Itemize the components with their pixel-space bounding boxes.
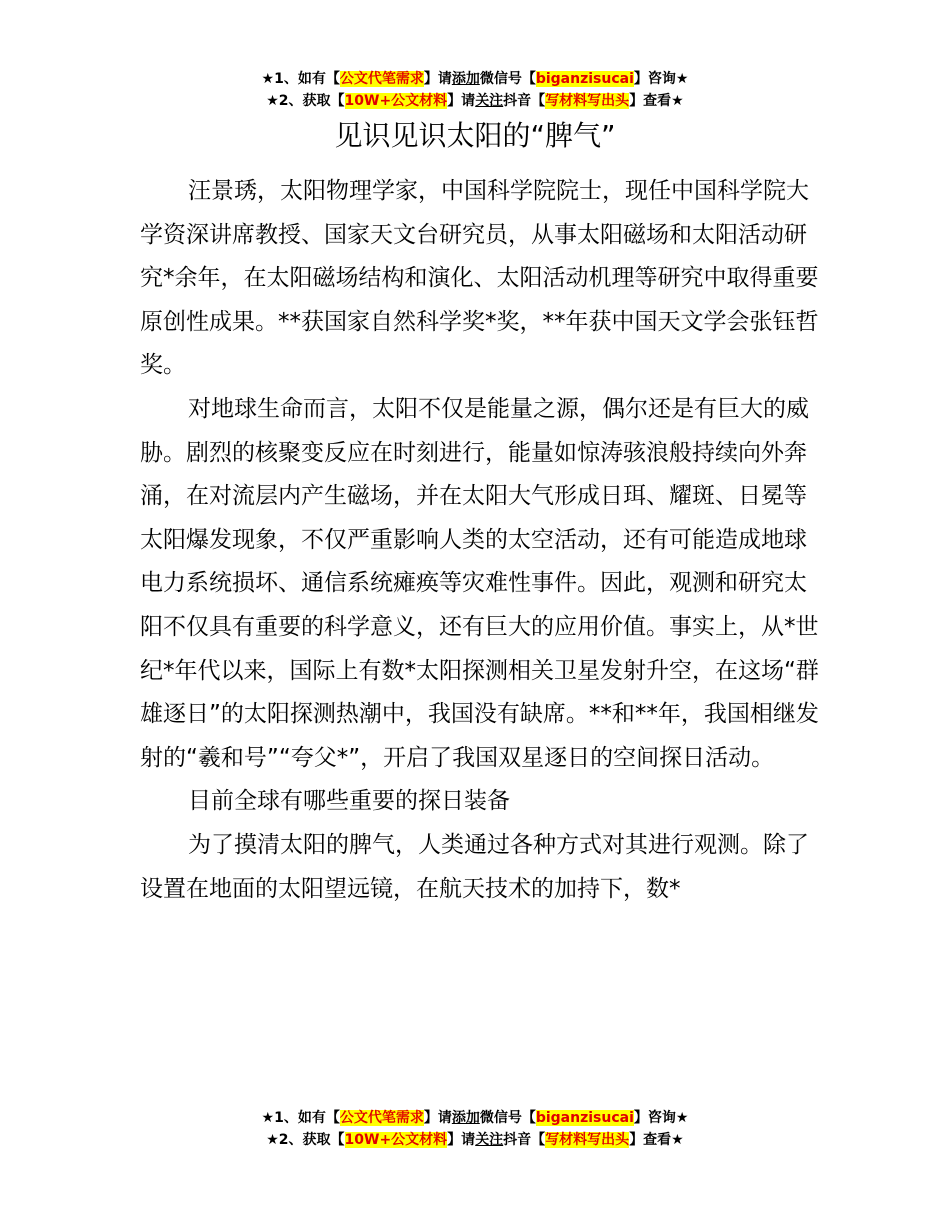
promo-underline: 添加 xyxy=(451,1110,480,1126)
promo-text: 抖音【 xyxy=(503,93,546,109)
document-body xyxy=(140,170,820,911)
promo-text: 】请 xyxy=(423,1110,452,1126)
promo-text: 微信号【 xyxy=(479,1110,536,1126)
promo-text: ★2、获取【 xyxy=(266,93,345,109)
paragraph: 汪景琇，太阳物理学家，中国科学院院士，现任中国科学院大学资深讲席教授、国家天文台研究员，从事太阳磁场和太阳活动研究*余年，在太阳磁场结构和演化、太阳活动机理等研究中取得重要原创性成果。**获国家自然科学奖*奖，**年获中国天文学会张钰哲奖。 xyxy=(140,178,819,379)
promo-line-2 xyxy=(0,90,950,112)
promo-text: ★2、获取【 xyxy=(266,1132,345,1148)
promo-text: 】咨询★ xyxy=(633,1110,689,1126)
promo-line-2 xyxy=(0,1129,950,1151)
paragraph: 为了摸清太阳的脾气，人类通过各种方式对其进行观测。除了设置在地面的太阳望远镜，在航天技术的加持下，数* xyxy=(140,831,809,902)
promo-line-1 xyxy=(0,1107,950,1129)
promo-line-1 xyxy=(0,68,950,90)
promo-underline: 添加 xyxy=(451,71,480,87)
promo-text: 】请 xyxy=(447,1132,476,1148)
section-heading: 目前全球有哪些重要的探日装备 xyxy=(188,788,510,815)
promo-text: 】咨询★ xyxy=(633,71,689,87)
promo-highlight: 公文代笔需求 xyxy=(339,1110,424,1126)
promo-highlight: biganzisucai xyxy=(535,71,634,87)
paragraph: 对地球生命而言，太阳不仅是能量之源，偶尔还是有巨大的威胁。剧烈的核聚变反应在时刻进行，能量如惊涛骇浪般持续向外奔涌，在对流层内产生磁场，并在太阳大气形成日珥、耀斑、日冕等太阳爆发现象，不仅严重影响人类的太空活动，还有可能造成地球电力系统损坏、通信系统瘫痪等灾难性事件。因此，观测和研究太阳不仅具有重要的科学意义，还有巨大的应用价值。事实上，从*世纪*年代以来，国际上有数*太阳探测相关卫星发射升空，在这场“群雄逐日”的太阳探测热潮中，我国没有缺席。**和**年，我国相继发射的“羲和号”“夸父*”，开启了我国双星逐日的空间探日活动。 xyxy=(140,395,819,771)
promo-text: 微信号【 xyxy=(479,71,536,87)
promo-highlight: 10W+公文材料 xyxy=(344,1132,448,1148)
promo-highlight: 10W+公文材料 xyxy=(344,93,448,109)
document-title: 见识见识太阳的“脾气” xyxy=(334,119,616,152)
promo-text: 】查看★ xyxy=(629,1132,684,1148)
promo-underline: 关注 xyxy=(475,93,504,109)
promo-highlight: biganzisucai xyxy=(535,1110,634,1126)
promo-text: 】请 xyxy=(423,71,452,87)
promo-text: ★1、如有【 xyxy=(261,1110,340,1126)
promo-text: 】请 xyxy=(447,93,476,109)
promo-text: 】查看★ xyxy=(629,93,684,109)
promo-text: 抖音【 xyxy=(503,1132,546,1148)
footer-promo-banner xyxy=(0,1107,950,1151)
promo-highlight: 写材料写出头 xyxy=(545,1132,630,1148)
header-promo-banner xyxy=(0,68,950,112)
promo-highlight: 公文代笔需求 xyxy=(339,71,424,87)
promo-underline: 关注 xyxy=(475,1132,504,1148)
promo-highlight: 写材料写出头 xyxy=(545,93,630,109)
promo-text: ★1、如有【 xyxy=(261,71,340,87)
